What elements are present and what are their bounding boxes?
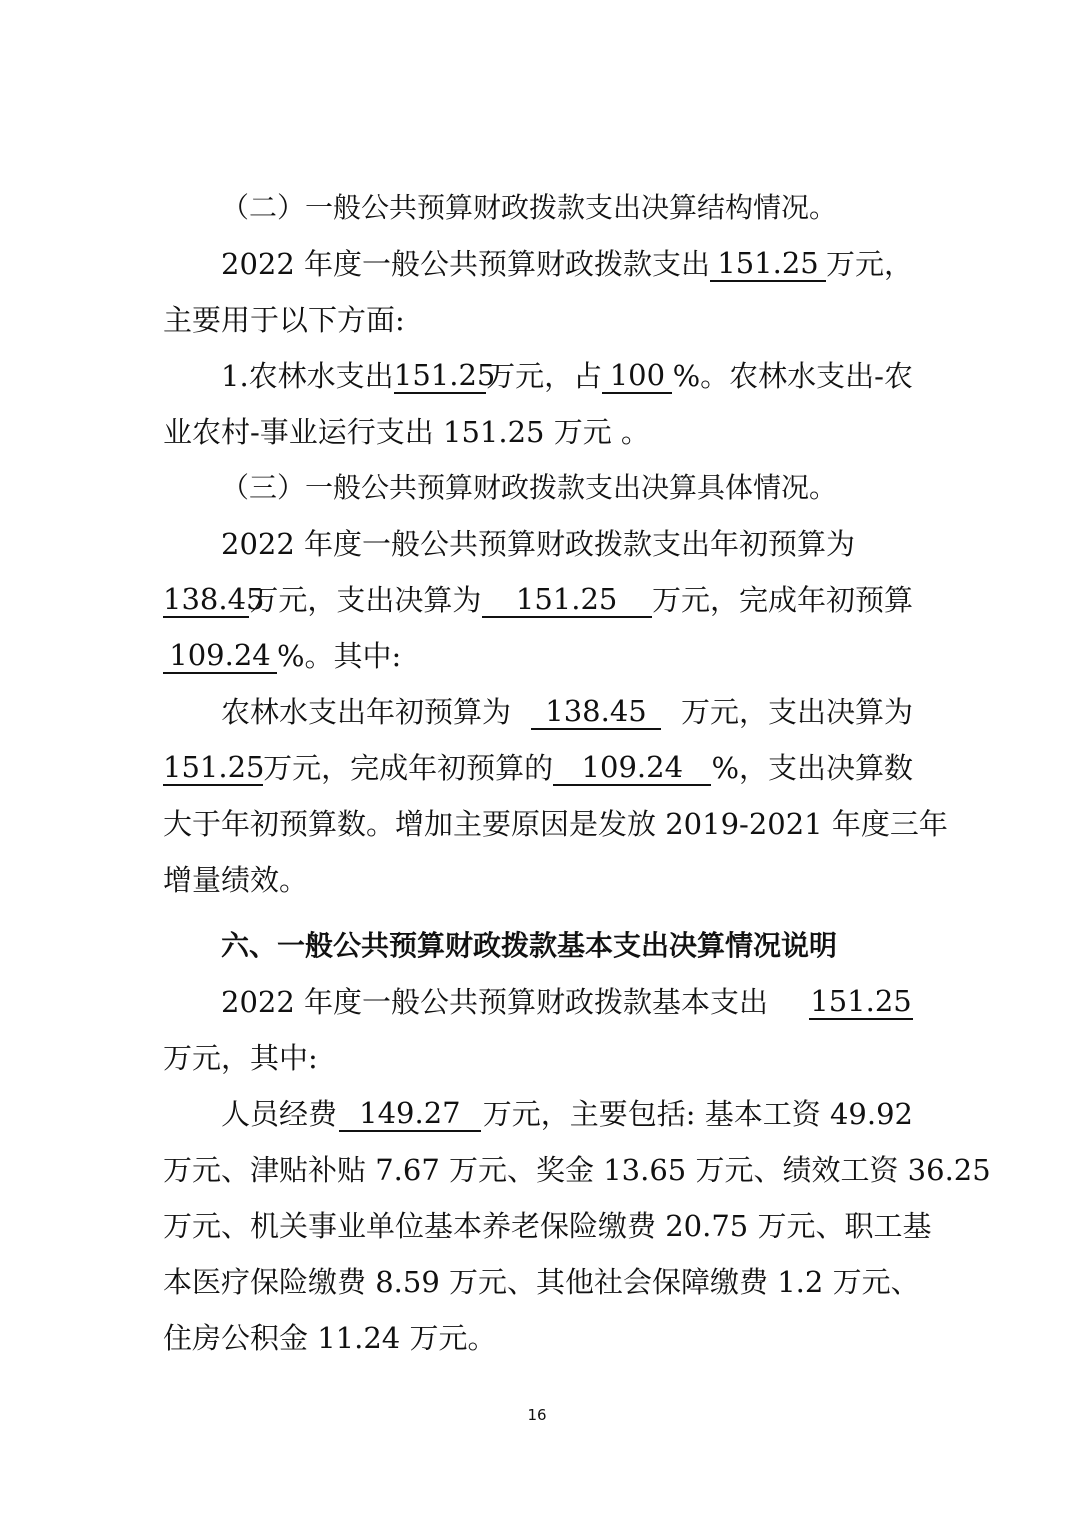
underlined-value: 109.24 (163, 636, 277, 674)
paragraph-line (163, 860, 913, 900)
text-span: 2022 年度一般公共预算财政拨款基本支出 (221, 985, 769, 1019)
underlined-value: 151.25 (810, 984, 912, 1018)
text-span: 业农村-事业运行支出 151.25 万元 。 (163, 415, 650, 449)
text-span: 万元，完成年初预算 (651, 583, 913, 617)
paragraph-line (221, 524, 913, 564)
text-span: 增量绩效。 (163, 863, 309, 897)
text-span: 农林水支出年初预算为 (221, 695, 512, 729)
underlined-value: 151.25 (163, 750, 265, 784)
underlined-value: 138.45 (163, 582, 265, 616)
text-span: 大于年初预算数。增加主要原因是发放 2019-2021 年度三年 (163, 807, 948, 841)
paragraph-line (163, 1318, 913, 1358)
section-heading-6 (221, 926, 913, 966)
text-span: 万元， (825, 247, 913, 281)
text-span: 主要用于以下方面: (163, 303, 405, 337)
paragraph-line (163, 580, 913, 620)
paragraph-line (163, 1150, 991, 1190)
paragraph-line (163, 1206, 932, 1246)
text-span: 万元，其中: (163, 1041, 318, 1075)
underlined-value: 100 (602, 356, 672, 394)
heading-text: 六、一般公共预算财政拨款基本支出决算情况说明 (221, 929, 838, 962)
section-heading-3 (221, 468, 913, 508)
paragraph-line (163, 1262, 920, 1302)
text-span: 1.农林水支出 (221, 359, 394, 393)
paragraph-line (163, 804, 948, 844)
paragraph-line (163, 1038, 913, 1078)
page-number: 16 (527, 1406, 547, 1424)
section-heading-2 (221, 188, 913, 228)
text-span: %，支出决算数 (711, 751, 913, 785)
paragraph-line (221, 692, 913, 732)
text-span: 人员经费 (221, 1097, 338, 1131)
text-span: 万元，支出决算为 (249, 583, 482, 617)
text-span: 万元，主要包括: 基本工资 49.92 (482, 1097, 913, 1131)
paragraph-line (221, 1094, 913, 1134)
underlined-value: 151.25 (482, 580, 652, 618)
text-span: 2022 年度一般公共预算财政拨款支出年初预算为 (221, 527, 856, 561)
underlined-value: 151.25 (710, 244, 826, 282)
paragraph-line (163, 300, 913, 340)
paragraph-line (221, 356, 913, 396)
underlined-value: 149.27 (339, 1094, 481, 1132)
text-span: 万元、机关事业单位基本养老保险缴费 20.75 万元、职工基 (163, 1209, 932, 1243)
text-span: %。其中: (277, 639, 402, 673)
text-span: 万元，占 (486, 359, 603, 393)
underlined-value: 151.25 (393, 358, 496, 392)
underlined-value: 109.24 (553, 748, 711, 786)
text-span: 万元，完成年初预算的 (263, 751, 554, 785)
paragraph-line (163, 748, 913, 788)
paragraph-line (221, 244, 913, 284)
paragraph-line (221, 982, 913, 1022)
paragraph-line (163, 636, 913, 676)
text-span: 本医疗保险缴费 8.59 万元、其他社会保障缴费 1.2 万元、 (163, 1265, 920, 1299)
underlined-value: 138.45 (531, 692, 661, 730)
text-span: %。农林水支出-农 (672, 359, 913, 393)
text-span: 2022 年度一般公共预算财政拨款支出 (221, 247, 711, 281)
text-span: 住房公积金 11.24 万元。 (163, 1321, 497, 1355)
heading-text: （三）一般公共预算财政拨款支出决算具体情况。 (221, 471, 838, 504)
paragraph-line (163, 412, 913, 452)
heading-text: （二）一般公共预算财政拨款支出决算结构情况。 (221, 191, 838, 224)
text-span: 万元、津贴补贴 7.67 万元、奖金 13.65 万元、绩效工资 36.25 (163, 1153, 991, 1187)
text-span: 万元，支出决算为 (680, 695, 913, 729)
